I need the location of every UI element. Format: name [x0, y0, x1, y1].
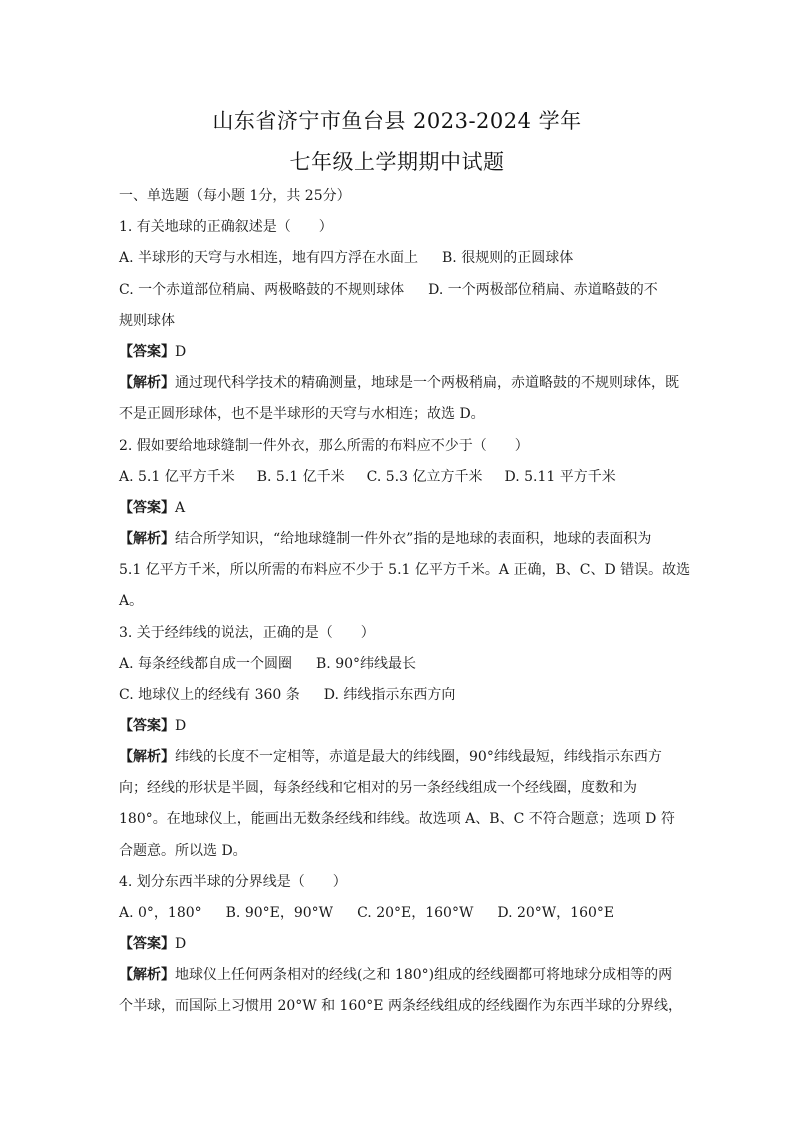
- q4-option-b: B. 90°E，90°W: [225, 905, 334, 921]
- question-3-analysis-line3: 180°。在地球仪上，能画出无数条经线和纬线。故选项 A、B、C 不符合题意；选项 D 符: [119, 811, 675, 827]
- q1-option-c: C. 一个赤道部位稍扁、两极略鼓的不规则球体: [119, 282, 405, 298]
- analysis-label: 【解析】: [119, 749, 175, 765]
- exam-title-line1: 山东省济宁市鱼台县 2023-2024 学年: [212, 109, 582, 133]
- q4-option-c: C. 20°E，160°W: [357, 905, 474, 921]
- q4-option-d: D. 20°W，160°E: [497, 905, 615, 921]
- answer-value: D: [175, 936, 187, 952]
- exam-title-line2: 七年级上学期期中试题: [289, 150, 505, 174]
- answer-label: 【答案】: [119, 718, 175, 734]
- q2-option-c: C. 5.3 亿立方千米: [366, 469, 483, 485]
- answer-label: 【答案】: [119, 344, 175, 360]
- question-4-stem: 4. 划分东西半球的分界线是（ ）: [119, 874, 347, 890]
- question-1-analysis-line2: 不是正圆形球体，也不是半球形的天穹与水相连；故选 D。: [119, 406, 485, 422]
- q4-option-a: A. 0°，180°: [119, 905, 202, 921]
- question-4-analysis-line2: 个半球，而国际上习惯用 20°W 和 160°E 两条经线组成的经线圈作为东西半球的分界线，: [119, 998, 682, 1014]
- q3-option-a: A. 每条经线都自成一个圆圈: [119, 656, 293, 672]
- answer-label: 【答案】: [119, 500, 175, 516]
- question-1-options-row1: [119, 248, 573, 268]
- question-3-options-row2: [119, 685, 455, 705]
- question-3-options-row1: [119, 654, 416, 674]
- question-3-stem: 3. 关于经纬线的说法，正确的是（ ）: [119, 625, 375, 641]
- q3-option-d: D. 纬线指示东西方向: [323, 687, 456, 703]
- q1-option-b: B. 很规则的正圆球体: [442, 250, 574, 266]
- question-1-stem: 1. 有关地球的正确叙述是（ ）: [119, 219, 333, 235]
- question-3-analysis-line2: 向；经线的形状是半圆，每条经线和它相对的另一条经线组成一个经线圈，度数和为: [119, 780, 637, 796]
- q3-option-c: C. 地球仪上的经线有 360 条: [119, 687, 300, 703]
- q1-option-a: A. 半球形的天穹与水相连，地有四方浮在水面上: [119, 250, 419, 266]
- question-1-analysis-line1: [119, 373, 679, 393]
- q2-option-a: A. 5.1 亿平方千米: [119, 469, 235, 485]
- question-2-analysis-line3: A。: [119, 593, 144, 609]
- question-1-options-row2: [119, 280, 658, 300]
- analysis-label: 【解析】: [119, 531, 175, 547]
- analysis-text: 结合所学知识，“给地球缝制一件外衣”指的是地球的表面积，地球的表面积为: [175, 531, 652, 547]
- question-2-analysis-line1: [119, 529, 651, 549]
- q1-option-d: D. 一个两极部位稍扁、赤道略鼓的不: [428, 282, 658, 298]
- question-2-answer: [119, 498, 185, 518]
- q2-option-d: D. 5.11 平方千米: [504, 469, 616, 485]
- question-3-answer: [119, 716, 186, 736]
- analysis-label: 【解析】: [119, 967, 175, 983]
- answer-value: A: [175, 500, 186, 516]
- question-3-analysis-line1: [119, 747, 662, 767]
- analysis-text: 地球仪上任何两条相对的经线(之和 180°)组成的经线圈都可将地球分成相等的两: [175, 967, 673, 983]
- q1-option-d-continued: 规则球体: [119, 313, 175, 329]
- question-2-options: [119, 467, 616, 487]
- q2-option-b: B. 5.1 亿千米: [256, 469, 345, 485]
- analysis-label: 【解析】: [119, 375, 175, 391]
- question-2-analysis-line2: 5.1 亿平方千米，所以所需的布料应不少于 5.1 亿平方千米。A 正确，B、C、D 错误。故选: [119, 562, 691, 578]
- analysis-text: 通过现代科学技术的精确测量，地球是一个两极稍扁，赤道略鼓的不规则球体，既: [175, 375, 679, 391]
- q3-option-b: B. 90°纬线最长: [316, 656, 417, 672]
- question-2-stem: 2. 假如要给地球缝制一件外衣，那么所需的布料应不少于（ ）: [119, 438, 529, 454]
- analysis-text: 纬线的长度不一定相等，赤道是最大的纬线圈，90°纬线最短，纬线指示东西方: [175, 749, 662, 765]
- question-4-options: [119, 903, 614, 923]
- question-4-analysis-line1: [119, 965, 672, 985]
- answer-label: 【答案】: [119, 936, 175, 952]
- question-1-answer: [119, 342, 186, 362]
- answer-value: D: [175, 718, 187, 734]
- question-4-answer: [119, 934, 186, 954]
- section-heading: 一、单选题（每小题 1分，共 25分）: [119, 188, 351, 204]
- question-3-analysis-line4: 合题意。所以选 D。: [119, 843, 247, 859]
- answer-value: D: [175, 344, 187, 360]
